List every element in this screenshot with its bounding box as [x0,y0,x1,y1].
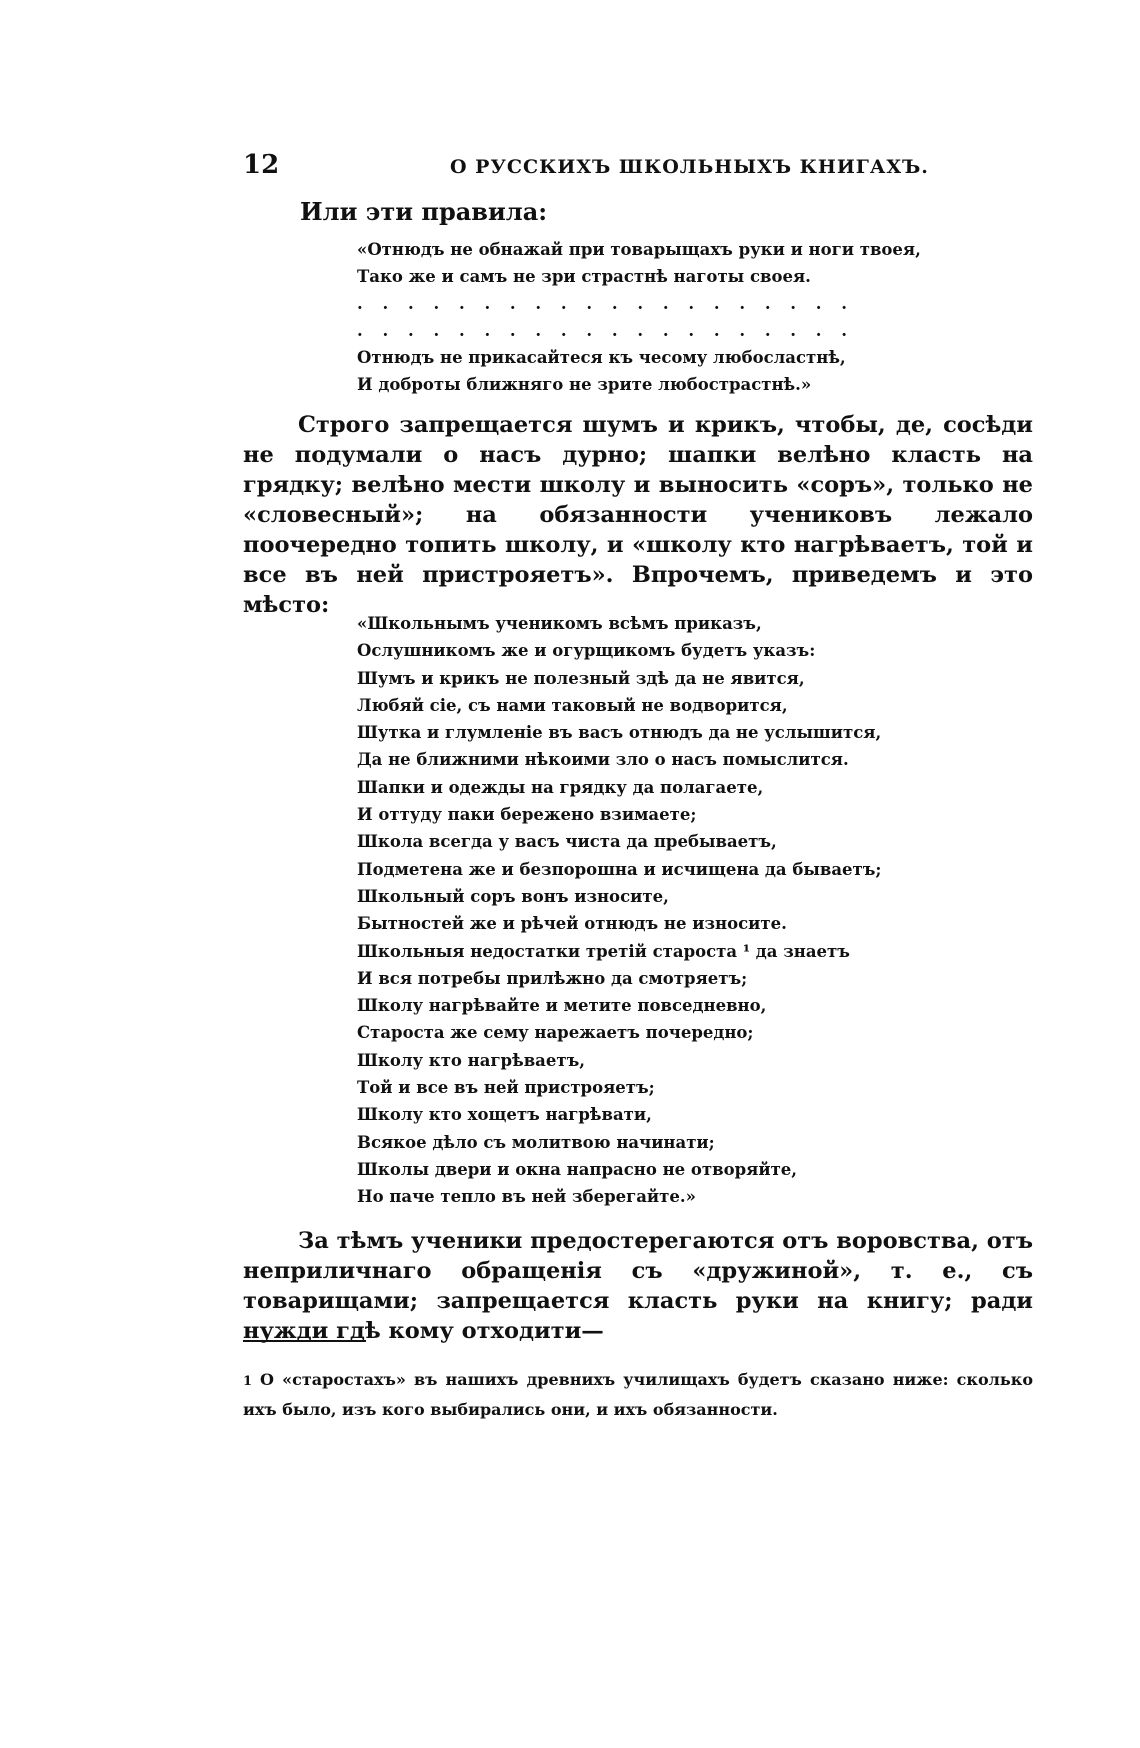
verse-line: «Школьнымъ ученикомъ всѣмъ приказъ, [357,614,762,633]
verse-line: Староста же сему нарежаетъ почередно; [357,1023,754,1043]
verse-line: И вся потребы прилѣжно да смотряетъ; [357,968,748,988]
verse-block-rules [357,236,921,398]
verse-line: Школа всегда у васъ чиста да пребываетъ, [357,832,777,852]
verse-line: Любяй сіе, съ нами таковый не водворится, [357,695,788,715]
ellipsis-line: . . . . . . . . . . . . . . . . . . . . [357,294,855,313]
verse-line: Школьныя недостатки третій староста ¹ да знаетъ [357,941,850,961]
verse-line: Школьный соръ вонъ износите, [357,886,669,906]
verse-line: Ослушникомъ же и огурщикомъ будетъ указъ: [357,641,816,661]
page-number: 12 [243,150,280,180]
verse-block-school-order [357,610,882,1211]
footnote-rule [243,1340,366,1342]
verse-line: Шапки и одежды на грядку да полагаете, [357,777,764,797]
verse-line: Школу кто нагрѣваетъ, [357,1050,585,1070]
paragraph: За тѣмъ ученики предостерегаются отъ воровства, отъ неприличнаго обращенія съ «дружиной», т. е., съ товарищами; запрещается класть руки на книгу; ради нужди гдѣ кому отходити— [243,1228,1033,1344]
verse-line: Всякое дѣло съ молитвою начинати; [357,1132,715,1152]
verse-line: Но паче тепло въ ней зберегайте.» [357,1187,696,1207]
verse-line: Школу нагрѣвайте и метите повседневно, [357,996,767,1016]
verse-line: «Отнюдъ не обнажай при товарыщахъ руки и ноги твоея, [357,240,921,259]
footnote-text: О «старостахъ» въ нашихъ древнихъ училищахъ будетъ сказано ниже: сколько ихъ было, изъ кого выбирались они, и ихъ обязанности. [243,1370,1033,1419]
paragraph: Строго запрещается шумъ и крикъ, чтобы, де, сосѣди не подумали о насъ дурно; шапки велѣно класть на грядку; велѣно мести школу и выносить «соръ», только не «словесный»; на обязанности учениковъ лежало поочередно топить школу, и «школу кто нагрѣваетъ, той и все въ ней пристрояетъ». Впрочемъ, приведемъ и это мѣсто: [243,412,1033,618]
verse-line: Тако же и самъ не зри страстнѣ наготы своея. [357,267,811,286]
page-header [243,150,1033,190]
verse-line: Да не ближними нѣкоими зло о насъ помыслится. [357,750,849,770]
footnote [243,1366,1033,1424]
verse-line: И оттуду паки бережено взимаете; [357,805,697,825]
verse-line: И доброты ближняго не зрите любострастнѣ.» [357,375,812,394]
running-title: О РУССКИХЪ ШКОЛЬНЫХЪ КНИГАХЪ. [450,156,929,178]
verse-line: Школы двери и окна напрасно не отворяйте, [357,1159,798,1179]
verse-line: Той и все въ ней пристрояетъ; [357,1078,655,1098]
verse-line: Отнюдъ не прикасайтеся къ чесому любосластнѣ, [357,348,846,367]
lead-line: Или эти правила: [300,197,548,226]
verse-line: Подметена же и безпорошна и исчищена да бываетъ; [357,859,882,879]
verse-line: Шутка и глумленіе въ васъ отнюдъ да не услышится, [357,723,882,743]
verse-line: Школу кто хощетъ нагрѣвати, [357,1105,652,1125]
verse-line: Шумъ и крикъ не полезный здѣ да не явится, [357,668,805,688]
ellipsis-line: . . . . . . . . . . . . . . . . . . . . [357,321,855,340]
footnote-marker: 1 [243,1374,253,1389]
verse-line: Бытностей же и рѣчей отнюдъ не износите. [357,914,787,934]
